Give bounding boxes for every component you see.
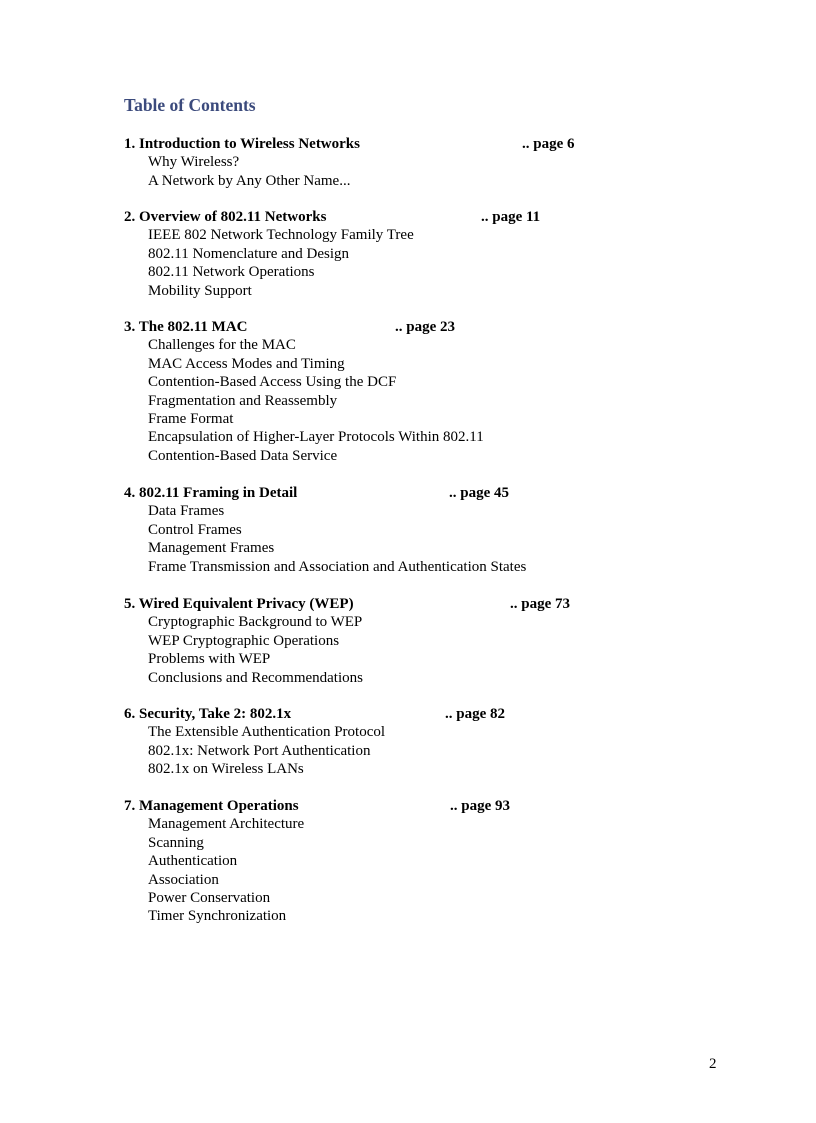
subsection-item[interactable]: Mobility Support: [148, 282, 252, 299]
page-title: Table of Contents: [124, 95, 256, 115]
chapter-page-ref: .. page 73: [510, 596, 570, 612]
subsection-item[interactable]: A Network by Any Other Name...: [148, 172, 351, 189]
subsection-item[interactable]: Scanning: [148, 834, 204, 851]
chapter-page-ref: .. page 82: [445, 706, 505, 722]
chapter-title: 6. Security, Take 2: 802.1x: [124, 706, 292, 722]
chapter-title: 3. The 802.11 MAC: [124, 319, 248, 335]
toc-chapter-2: [124, 208, 764, 300]
chapter-title: 7. Management Operations: [124, 798, 299, 814]
subsection-item[interactable]: Cryptographic Background to WEP: [148, 614, 363, 631]
chapter-title: 1. Introduction to Wireless Networks: [124, 136, 360, 152]
subsection-item[interactable]: Contention-Based Access Using the DCF: [148, 374, 397, 391]
subsection-item[interactable]: Authentication: [148, 853, 238, 870]
subsection-item[interactable]: 802.11 Nomenclature and Design: [148, 245, 350, 262]
subsection-item[interactable]: WEP Cryptographic Operations: [148, 632, 340, 649]
subsection-item[interactable]: Problems with WEP: [148, 651, 271, 668]
subsection-item[interactable]: MAC Access Modes and Timing: [148, 355, 345, 372]
toc-chapter-4: [124, 484, 764, 576]
chapter-page-ref: .. page 6: [522, 136, 575, 152]
toc-chapter-5: [124, 595, 764, 687]
chapter-page-ref: .. page 93: [450, 798, 510, 814]
subsection-item[interactable]: Contention-Based Data Service: [148, 447, 338, 464]
chapter-page-ref: .. page 23: [395, 319, 455, 335]
chapter-title: 5. Wired Equivalent Privacy (WEP): [124, 596, 354, 612]
page-number: 2: [709, 1056, 717, 1072]
subsection-item[interactable]: Conclusions and Recommendations: [148, 669, 363, 686]
chapter-page-ref: .. page 11: [481, 209, 541, 225]
chapter-title: 2. Overview of 802.11 Networks: [124, 209, 327, 225]
toc-chapter-7: [124, 797, 764, 926]
chapter-title: 4. 802.11 Framing in Detail: [124, 485, 298, 501]
toc-chapter-1: [124, 135, 764, 190]
subsection-item[interactable]: Challenges for the MAC: [148, 337, 296, 354]
subsection-item[interactable]: Association: [148, 871, 219, 888]
subsection-item[interactable]: Frame Transmission and Association and Authentication States: [148, 558, 527, 575]
chapter-heading[interactable]: [124, 135, 764, 153]
subsection-item[interactable]: 802.11 Network Operations: [148, 264, 315, 281]
subsection-item[interactable]: Why Wireless?: [148, 154, 240, 171]
chapter-page-ref: .. page 45: [449, 485, 509, 501]
subsection-item[interactable]: Data Frames: [148, 503, 225, 520]
toc-chapter-3: [124, 318, 764, 465]
chapter-heading[interactable]: [124, 208, 764, 226]
subsection-item[interactable]: Management Frames: [148, 540, 275, 557]
chapter-heading[interactable]: [124, 484, 764, 502]
chapter-heading[interactable]: [124, 705, 764, 723]
chapter-heading[interactable]: [124, 595, 764, 613]
toc-chapter-6: [124, 705, 764, 779]
subsection-item[interactable]: Power Conservation: [148, 889, 271, 906]
subsection-item[interactable]: The Extensible Authentication Protocol: [148, 724, 386, 741]
chapter-heading[interactable]: [124, 318, 764, 336]
subsection-item[interactable]: Control Frames: [148, 521, 242, 538]
chapter-heading[interactable]: [124, 797, 764, 815]
subsection-item[interactable]: Timer Synchronization: [148, 908, 287, 925]
subsection-item[interactable]: Encapsulation of Higher-Layer Protocols Within 802.11: [148, 429, 484, 446]
subsection-item[interactable]: Fragmentation and Reassembly: [148, 392, 338, 409]
subsection-item[interactable]: Frame Format: [148, 410, 234, 427]
subsection-item[interactable]: Management Architecture: [148, 816, 305, 833]
subsection-item[interactable]: IEEE 802 Network Technology Family Tree: [148, 227, 414, 244]
subsection-item[interactable]: 802.1x on Wireless LANs: [148, 761, 304, 778]
subsection-item[interactable]: 802.1x: Network Port Authentication: [148, 742, 371, 759]
